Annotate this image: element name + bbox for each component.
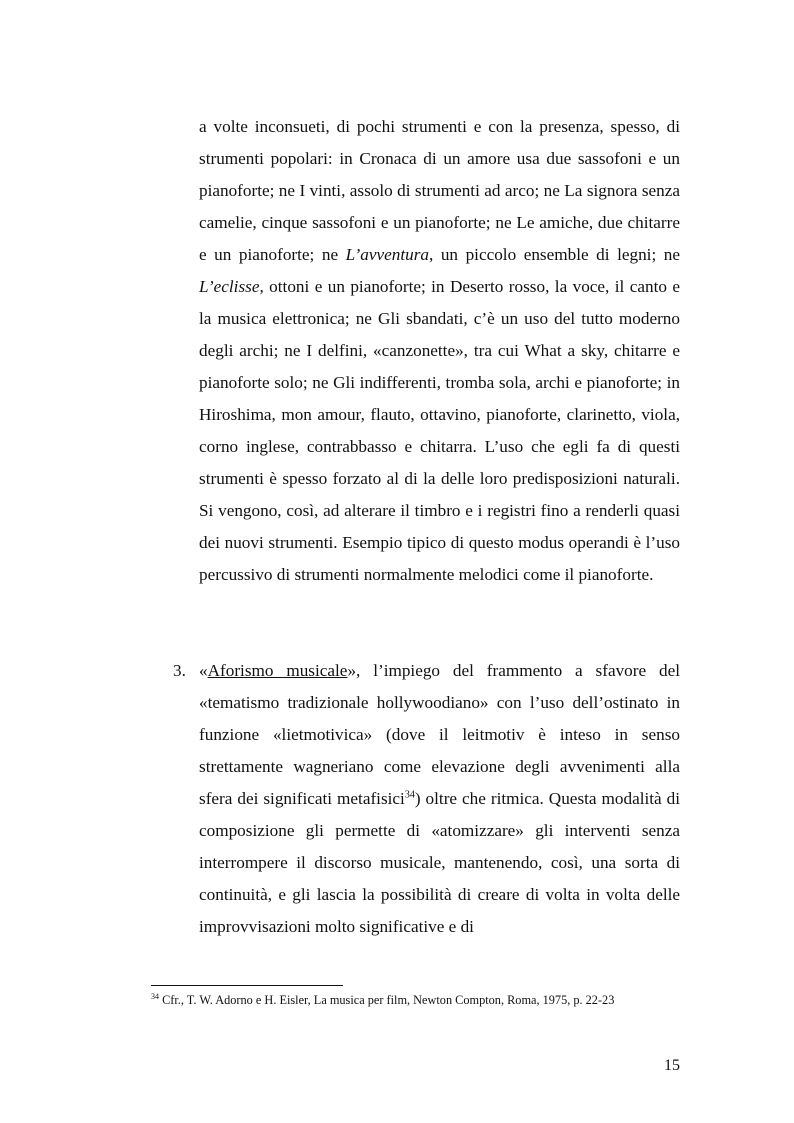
- film-title-italic: L’eclisse: [199, 277, 260, 296]
- footnote-number: 34: [151, 991, 159, 1001]
- paragraph-text: a volte inconsueti, di pochi strumenti e con la presenza, spesso, di strumenti popolari: in Cronaca di un amore usa due sassofoni e un pianoforte; ne I vinti, assolo di strumenti ad arco; ne La signora senza camelie, cinque sassofoni e un pianoforte; ne Le amiche, due chitarre e un pianoforte; ne: [199, 117, 680, 264]
- film-title-italic: L’avventura: [345, 245, 429, 264]
- footnote: [151, 992, 711, 1008]
- paragraph-text: , un piccolo ensemble di legni; ne: [429, 245, 680, 264]
- page-number: 15: [664, 1057, 680, 1074]
- paragraph-text: », l’impiego del frammento a sfavore del «tematismo tradizionale hollywoodiano» con l’uso dell’ostinato in funzione «lietmotivica» (dove il leitmotiv è inteso in senso strettamente wagneriano come elevazione degli avvenimenti alla sfera dei significati metafisici: [199, 661, 680, 808]
- underlined-term: Aforismo musicale: [207, 661, 348, 680]
- paragraph-text: , ottoni e un pianoforte; in Deserto rosso, la voce, il canto e la musica elettronica; ne Gli sbandati, c’è un uso del tutto moderno degli archi; ne I delfini, «canzonette», tra cui What a sky, chitarre e pianoforte solo; ne Gli indifferenti, tromba sola, archi e pianoforte; in Hiroshima, mon amour, flauto, ottavino, pianoforte, clarinetto, viola, corno inglese, contrabbasso e chitarra. L’uso che egli fa di questi strumenti è spesso forzato al di la delle loro predisposizioni naturali. Si vengono, così, ad alterare il timbro e i registri fino a renderli quasi dei nuovi strumenti. Esempio tipico di questo modus operandi è l’uso percussivo di strumenti normalmente melodici come il pianoforte.: [199, 277, 680, 584]
- list-item-number: 3.: [173, 661, 186, 680]
- paragraph-text: ) oltre che ritmica. Questa modalità di composizione gli permette di «atomizzare» gli interventi senza interrompere il discorso musicale, mantenendo, così, una sorta di continuità, e gli lascia la possibilità di creare di volta in volta delle improvvisazioni molto significative e di: [199, 789, 680, 936]
- footnote-reference[interactable]: 34: [404, 789, 415, 801]
- list-item-2-continuation: [199, 111, 680, 591]
- footnote-text: Cfr., T. W. Adorno e H. Eisler, La musica per film, Newton Compton, Roma, 1975, p. 22-23: [159, 993, 615, 1007]
- footnote-separator: [151, 985, 343, 986]
- list-item-3: [199, 655, 680, 943]
- open-quote: «: [199, 661, 208, 680]
